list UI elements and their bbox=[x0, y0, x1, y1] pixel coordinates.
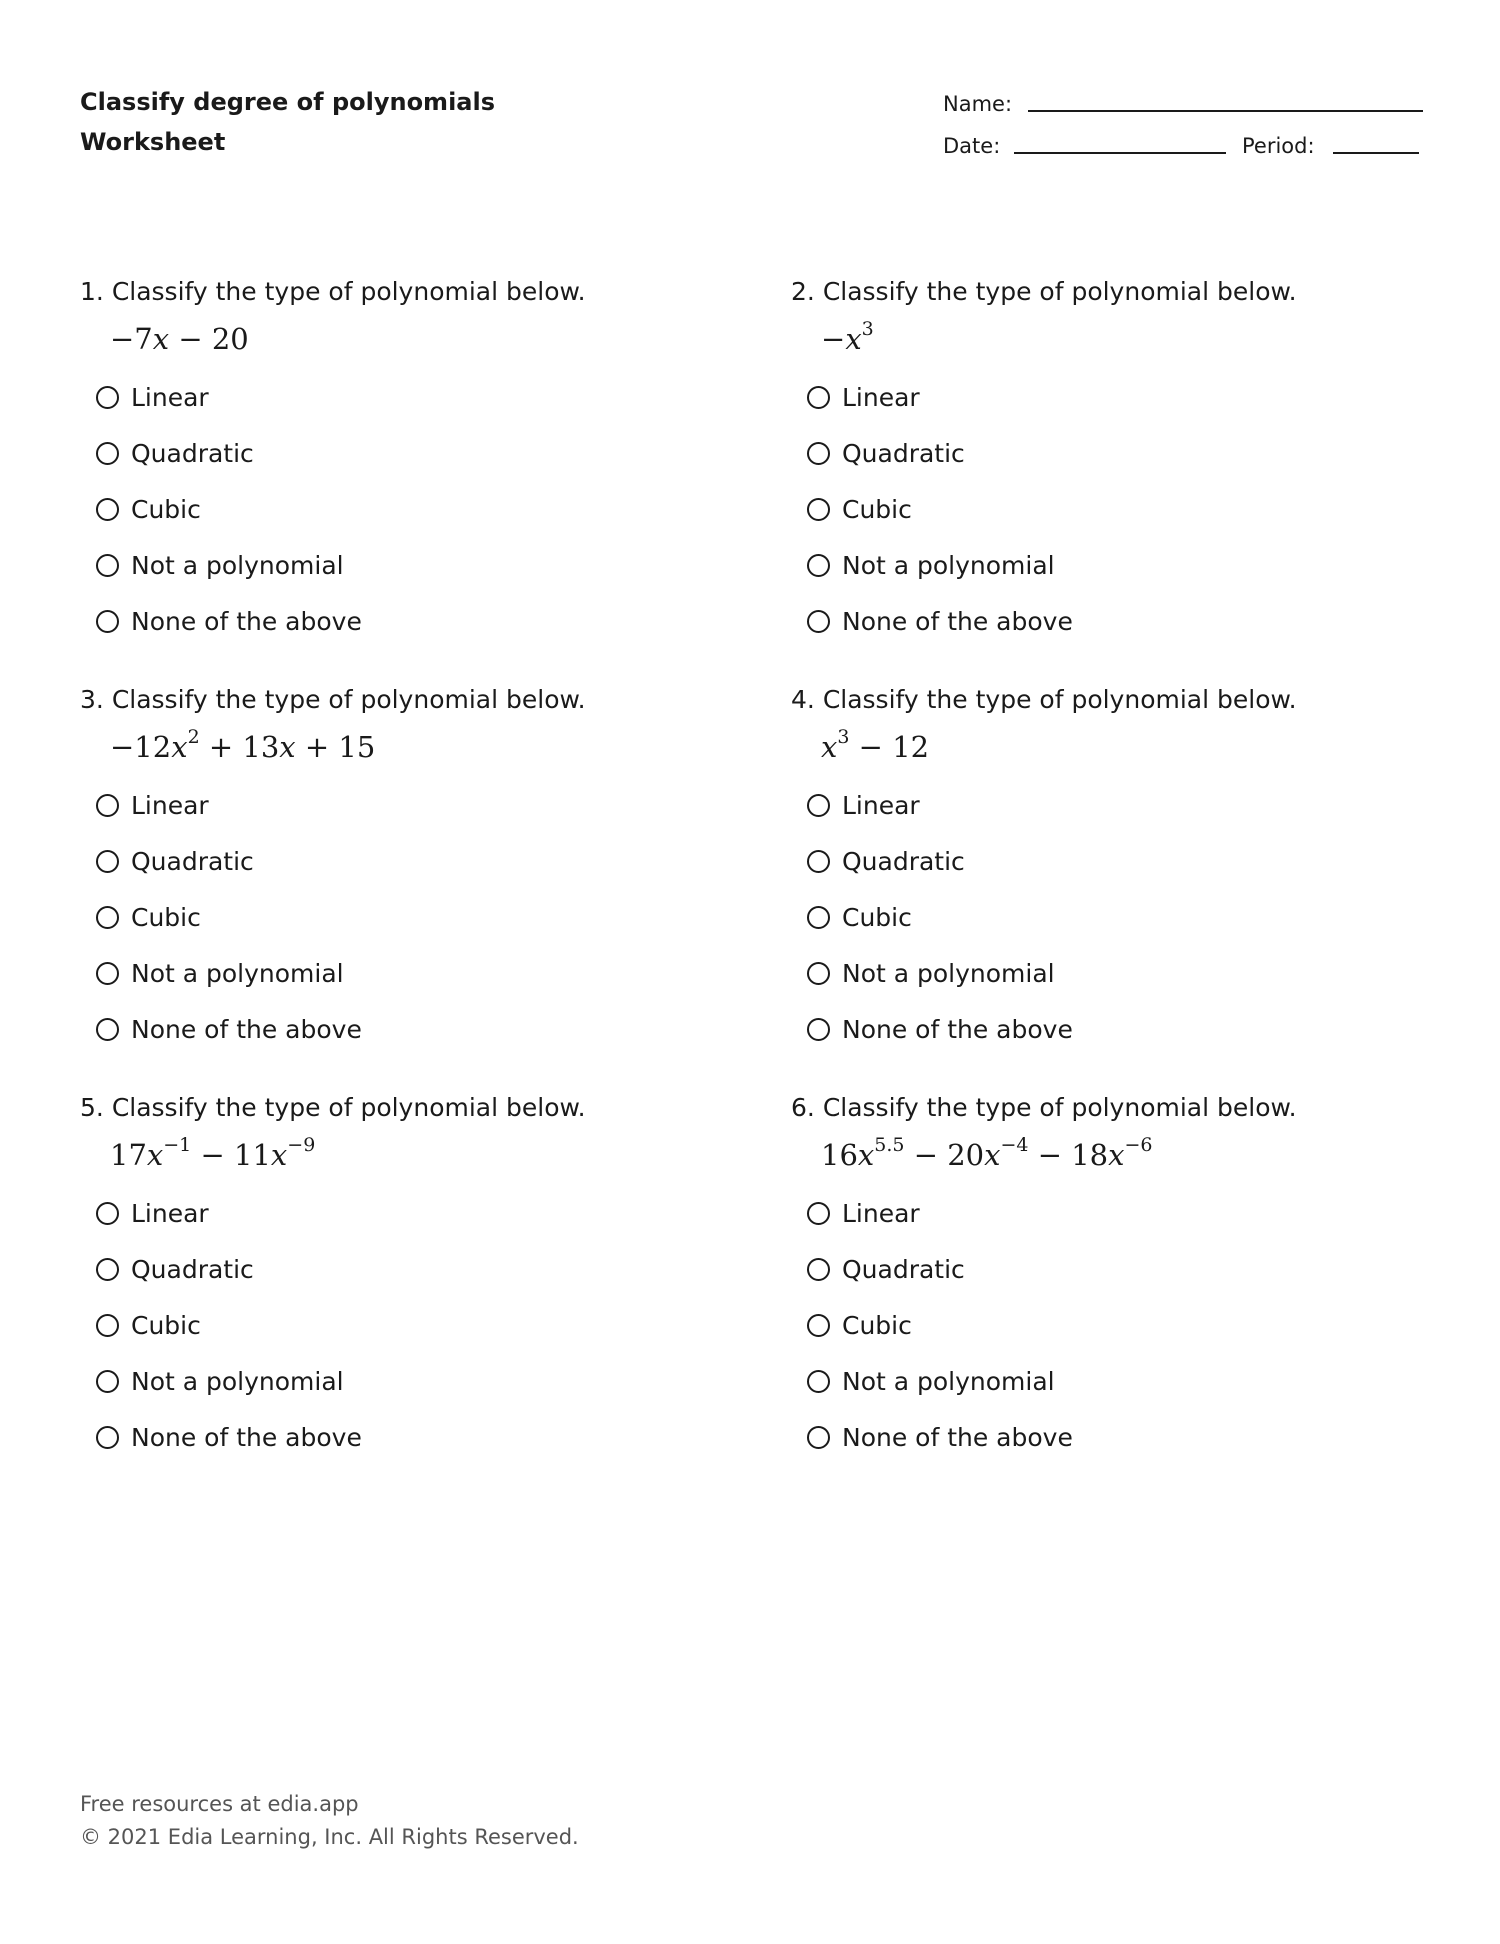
expression-variable: x bbox=[857, 1138, 875, 1172]
question-text: Classify the type of polynomial below. bbox=[822, 1093, 1297, 1122]
expression-term: − 11 bbox=[191, 1138, 271, 1172]
name-field[interactable] bbox=[1028, 110, 1423, 112]
expression-variable: x bbox=[171, 730, 188, 764]
radio-circle-icon[interactable] bbox=[96, 1314, 119, 1337]
answer-option[interactable] bbox=[807, 777, 1073, 833]
radio-circle-icon[interactable] bbox=[807, 1018, 830, 1041]
answer-option-label: None of the above bbox=[842, 1422, 1073, 1452]
question-prompt bbox=[791, 1091, 1297, 1125]
radio-circle-icon[interactable] bbox=[807, 498, 830, 521]
radio-circle-icon[interactable] bbox=[96, 610, 119, 633]
answer-option[interactable] bbox=[807, 481, 1073, 537]
period-field[interactable] bbox=[1333, 152, 1419, 154]
answer-option[interactable] bbox=[807, 833, 1073, 889]
answer-option[interactable] bbox=[96, 537, 362, 593]
radio-circle-icon[interactable] bbox=[807, 386, 830, 409]
answer-option[interactable] bbox=[807, 889, 1073, 945]
answer-option[interactable] bbox=[807, 425, 1073, 481]
question-number: 1. bbox=[80, 277, 104, 306]
question-number: 6. bbox=[791, 1093, 815, 1122]
answer-options bbox=[807, 1185, 1073, 1465]
radio-circle-icon[interactable] bbox=[96, 850, 119, 873]
radio-circle-icon[interactable] bbox=[807, 1370, 830, 1393]
radio-circle-icon[interactable] bbox=[807, 442, 830, 465]
expression-exponent: 3 bbox=[861, 318, 874, 340]
radio-circle-icon[interactable] bbox=[807, 1314, 830, 1337]
question-number: 3. bbox=[80, 685, 104, 714]
question-text: Classify the type of polynomial below. bbox=[822, 277, 1297, 306]
answer-option-label: Linear bbox=[842, 790, 920, 820]
answer-options bbox=[807, 369, 1073, 649]
answer-options bbox=[96, 1185, 362, 1465]
question-text: Classify the type of polynomial below. bbox=[822, 685, 1297, 714]
answer-option-label: Quadratic bbox=[842, 846, 965, 876]
answer-option[interactable] bbox=[807, 1001, 1073, 1057]
answer-option-label: None of the above bbox=[842, 1014, 1073, 1044]
expression-term: −7 bbox=[110, 322, 153, 356]
answer-option-label: None of the above bbox=[131, 606, 362, 636]
period-label: Period: bbox=[1242, 134, 1315, 158]
answer-option[interactable] bbox=[96, 1241, 362, 1297]
expression-term: − 12 bbox=[849, 730, 930, 764]
answer-option-label: None of the above bbox=[131, 1014, 362, 1044]
answer-option[interactable] bbox=[96, 425, 362, 481]
expression-variable: x bbox=[984, 1138, 1001, 1172]
answer-option[interactable] bbox=[807, 1353, 1073, 1409]
radio-circle-icon[interactable] bbox=[96, 498, 119, 521]
footer bbox=[80, 1788, 579, 1854]
answer-option[interactable] bbox=[807, 369, 1073, 425]
expression-term: 17 bbox=[110, 1138, 147, 1172]
worksheet-title bbox=[80, 82, 495, 162]
answer-option[interactable] bbox=[96, 945, 362, 1001]
radio-circle-icon[interactable] bbox=[807, 850, 830, 873]
answer-options bbox=[807, 777, 1073, 1057]
expression-exponent: −1 bbox=[163, 1134, 192, 1156]
expression-term: − 20 bbox=[169, 322, 249, 356]
expression-term: − 20 bbox=[904, 1138, 985, 1172]
answer-option-label: Cubic bbox=[842, 902, 912, 932]
answer-option-label: Cubic bbox=[131, 494, 201, 524]
expression-variable: x bbox=[152, 322, 170, 356]
answer-option-label: Quadratic bbox=[842, 438, 965, 468]
expression-term: −12 bbox=[110, 730, 172, 764]
expression-exponent: −6 bbox=[1124, 1134, 1153, 1156]
answer-option[interactable] bbox=[807, 945, 1073, 1001]
radio-circle-icon[interactable] bbox=[96, 906, 119, 929]
answer-option[interactable] bbox=[96, 481, 362, 537]
answer-option-label: Not a polynomial bbox=[131, 1366, 344, 1396]
answer-option-label: Not a polynomial bbox=[842, 1366, 1055, 1396]
answer-option[interactable] bbox=[96, 1297, 362, 1353]
question-prompt bbox=[80, 683, 586, 717]
answer-option[interactable] bbox=[96, 1409, 362, 1465]
radio-circle-icon[interactable] bbox=[96, 554, 119, 577]
radio-circle-icon[interactable] bbox=[96, 1258, 119, 1281]
question-text: Classify the type of polynomial below. bbox=[111, 685, 586, 714]
answer-option[interactable] bbox=[807, 1297, 1073, 1353]
question-prompt bbox=[791, 275, 1297, 309]
date-label: Date: bbox=[943, 134, 1001, 158]
radio-circle-icon[interactable] bbox=[96, 1370, 119, 1393]
radio-circle-icon[interactable] bbox=[96, 794, 119, 817]
expression-term: + 13 bbox=[199, 730, 280, 764]
answer-options bbox=[96, 777, 362, 1057]
expression-variable: x bbox=[270, 1138, 288, 1172]
answer-option-label: Not a polynomial bbox=[842, 550, 1055, 580]
polynomial-expression bbox=[821, 1135, 1153, 1175]
radio-circle-icon[interactable] bbox=[96, 442, 119, 465]
answer-option-label: Cubic bbox=[131, 902, 201, 932]
answer-option[interactable] bbox=[96, 777, 362, 833]
radio-circle-icon[interactable] bbox=[807, 1258, 830, 1281]
expression-variable: x bbox=[1108, 1138, 1125, 1172]
expression-term: − bbox=[821, 322, 846, 356]
answer-option[interactable] bbox=[96, 833, 362, 889]
radio-circle-icon[interactable] bbox=[807, 1426, 830, 1449]
expression-exponent: 2 bbox=[187, 726, 200, 748]
answer-option-label: Quadratic bbox=[842, 1254, 965, 1284]
expression-exponent: −9 bbox=[287, 1134, 316, 1156]
question-prompt bbox=[80, 1091, 586, 1125]
answer-option-label: Cubic bbox=[131, 1310, 201, 1340]
question-number: 2. bbox=[791, 277, 815, 306]
expression-variable: x bbox=[279, 730, 296, 764]
question-prompt bbox=[80, 275, 586, 309]
radio-circle-icon[interactable] bbox=[96, 962, 119, 985]
question-prompt bbox=[791, 683, 1297, 717]
answer-options bbox=[96, 369, 362, 649]
polynomial-expression bbox=[110, 319, 249, 359]
polynomial-expression bbox=[110, 1135, 315, 1175]
polynomial-expression bbox=[821, 727, 929, 767]
answer-option[interactable] bbox=[96, 889, 362, 945]
radio-circle-icon[interactable] bbox=[807, 906, 830, 929]
answer-option-label: Linear bbox=[131, 1198, 209, 1228]
radio-circle-icon[interactable] bbox=[96, 1426, 119, 1449]
radio-circle-icon[interactable] bbox=[807, 610, 830, 633]
answer-option-label: Cubic bbox=[842, 1310, 912, 1340]
expression-term: − 18 bbox=[1028, 1138, 1109, 1172]
expression-exponent: 3 bbox=[837, 726, 850, 748]
radio-circle-icon[interactable] bbox=[807, 554, 830, 577]
answer-option[interactable] bbox=[96, 593, 362, 649]
date-field[interactable] bbox=[1014, 152, 1226, 154]
answer-option-label: Not a polynomial bbox=[131, 550, 344, 580]
expression-exponent: −4 bbox=[1000, 1134, 1029, 1156]
radio-circle-icon[interactable] bbox=[807, 962, 830, 985]
polynomial-expression bbox=[110, 727, 375, 767]
expression-exponent: 5.5 bbox=[874, 1134, 905, 1156]
expression-term: + 15 bbox=[295, 730, 376, 764]
answer-option-label: Linear bbox=[131, 382, 209, 412]
expression-variable: x bbox=[845, 322, 862, 356]
radio-circle-icon[interactable] bbox=[807, 1202, 830, 1225]
title-line-2: Worksheet bbox=[80, 128, 226, 156]
question-number: 4. bbox=[791, 685, 815, 714]
answer-option[interactable] bbox=[807, 537, 1073, 593]
name-label: Name: bbox=[943, 92, 1013, 116]
answer-option[interactable] bbox=[96, 1185, 362, 1241]
footer-copyright: © 2021 Edia Learning, Inc. All Rights Reserved. bbox=[80, 1825, 579, 1849]
answer-option[interactable] bbox=[807, 1185, 1073, 1241]
answer-option[interactable] bbox=[96, 1353, 362, 1409]
radio-circle-icon[interactable] bbox=[96, 1018, 119, 1041]
expression-variable: x bbox=[821, 730, 838, 764]
answer-option[interactable] bbox=[96, 369, 362, 425]
title-line-1: Classify degree of polynomials bbox=[80, 88, 495, 116]
answer-option-label: None of the above bbox=[131, 1422, 362, 1452]
answer-option-label: Linear bbox=[131, 790, 209, 820]
answer-option-label: Not a polynomial bbox=[842, 958, 1055, 988]
polynomial-expression bbox=[821, 319, 874, 359]
answer-option[interactable] bbox=[96, 1001, 362, 1057]
question-number: 5. bbox=[80, 1093, 104, 1122]
answer-option[interactable] bbox=[807, 1409, 1073, 1465]
expression-term: 16 bbox=[821, 1138, 858, 1172]
radio-circle-icon[interactable] bbox=[96, 1202, 119, 1225]
answer-option-label: Quadratic bbox=[131, 438, 254, 468]
answer-option-label: Cubic bbox=[842, 494, 912, 524]
answer-option-label: Linear bbox=[842, 1198, 920, 1228]
answer-option-label: Linear bbox=[842, 382, 920, 412]
question-text: Classify the type of polynomial below. bbox=[111, 277, 586, 306]
answer-option-label: Not a polynomial bbox=[131, 958, 344, 988]
radio-circle-icon[interactable] bbox=[96, 386, 119, 409]
expression-variable: x bbox=[146, 1138, 164, 1172]
radio-circle-icon[interactable] bbox=[807, 794, 830, 817]
answer-option[interactable] bbox=[807, 1241, 1073, 1297]
answer-option-label: None of the above bbox=[842, 606, 1073, 636]
answer-option-label: Quadratic bbox=[131, 846, 254, 876]
answer-option-label: Quadratic bbox=[131, 1254, 254, 1284]
footer-resources: Free resources at edia.app bbox=[80, 1792, 359, 1816]
question-text: Classify the type of polynomial below. bbox=[111, 1093, 586, 1122]
answer-option[interactable] bbox=[807, 593, 1073, 649]
